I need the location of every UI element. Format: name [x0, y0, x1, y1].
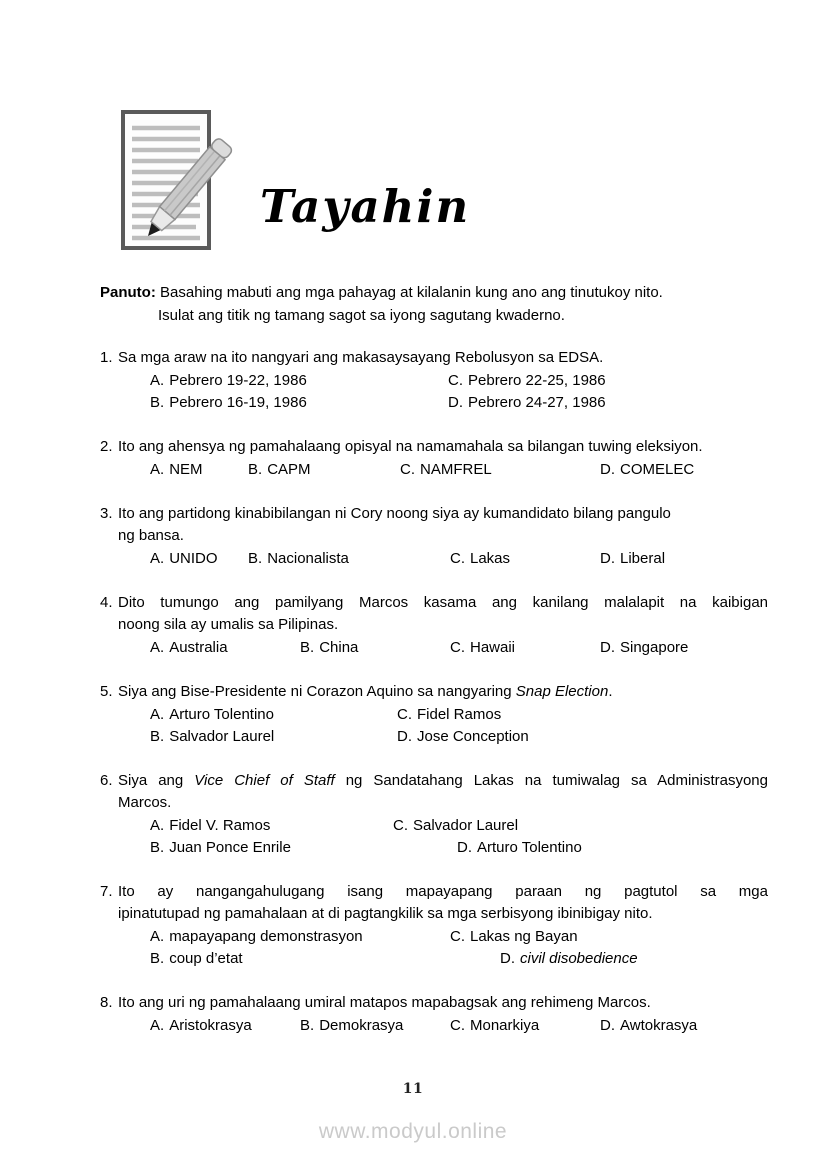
option-label: D.: [600, 639, 615, 656]
header: [100, 108, 768, 253]
options: [118, 926, 768, 970]
stem-text: Siya ang Bise-Presidente ni Corazon Aquino sa nangyaring: [118, 683, 516, 700]
option-item: [450, 1015, 539, 1037]
option-text: Lakas ng Bayan: [470, 928, 578, 945]
option-label: C.: [400, 461, 415, 478]
stem-line: [118, 770, 768, 792]
stem-text: .: [608, 683, 613, 700]
question-stem: [118, 347, 768, 369]
option-item: [150, 1015, 252, 1037]
option-text: Liberal: [620, 550, 666, 567]
option-text: Pebrero 16-19, 1986: [169, 394, 307, 411]
question-number: 1.: [100, 349, 113, 366]
option-label: A.: [150, 1017, 165, 1034]
question-item: [100, 681, 768, 748]
option-item: [150, 837, 291, 859]
question-number: 7.: [100, 883, 113, 900]
option-text: Pebrero 22-25, 1986: [468, 372, 606, 389]
option-item: [448, 392, 606, 414]
options: [118, 459, 768, 481]
options: [118, 370, 768, 414]
instructions-text: Basahing mabuti ang mga pahayag at kilalanin kung ano ang tinutukoy nito.: [160, 284, 663, 301]
option-label: C.: [450, 639, 465, 656]
page-number: 11: [402, 1081, 424, 1097]
option-label: B.: [150, 394, 165, 411]
option-item: [600, 548, 665, 570]
option-text: Hawaii: [470, 639, 516, 656]
question-number: 5.: [100, 683, 113, 700]
stem-line: [118, 503, 768, 525]
option-text: Nacionalista: [267, 550, 349, 567]
option-row: [100, 637, 768, 659]
stem-text: Ito ang ahensya ng pamahalaang opisyal na namamahala sa bilangan tuwing eleksiyon.: [118, 438, 703, 455]
option-item: [150, 459, 203, 481]
option-text: Fidel V. Ramos: [169, 817, 271, 834]
option-text: Demokrasya: [319, 1017, 404, 1034]
option-label: C.: [450, 928, 465, 945]
stem-line: [118, 592, 768, 614]
question-stem: [118, 992, 768, 1014]
option-label: B.: [300, 1017, 315, 1034]
question-item: [100, 436, 768, 481]
option-row: [100, 392, 768, 414]
stem-text: ng bansa.: [118, 527, 184, 544]
option-text: UNIDO: [169, 550, 218, 567]
option-label: A.: [150, 639, 165, 656]
option-label: D.: [500, 950, 515, 967]
option-text: Pebrero 24-27, 1986: [468, 394, 606, 411]
option-row: [100, 459, 768, 481]
stem-text: Marcos.: [118, 794, 172, 811]
stem-text: Ito ang partidong kinabibilangan ni Cory noong siya ay kumandidato bilang pangulo: [118, 505, 671, 522]
stem-line: [118, 347, 768, 369]
option-item: [300, 637, 358, 659]
option-item: [397, 726, 529, 748]
stem-line: [118, 792, 768, 814]
option-label: A.: [150, 372, 165, 389]
stem-line: [118, 992, 768, 1014]
question-stem: [118, 881, 768, 925]
option-item: [600, 1015, 697, 1037]
option-row: [100, 726, 768, 748]
option-label: B.: [150, 950, 165, 967]
option-item: [150, 926, 363, 948]
option-item: [397, 704, 501, 726]
option-item: [150, 948, 243, 970]
option-text: Juan Ponce Enrile: [169, 839, 291, 856]
option-label: B.: [300, 639, 315, 656]
option-label: D.: [600, 461, 615, 478]
stem-text: Ito ang uri ng pamahalaang umiral matapos mapabagsak ang rehimeng Marcos.: [118, 994, 651, 1011]
option-item: [393, 815, 518, 837]
stem-text: ipinatutupad ng pamahalaan at di pagtangkilik sa mga serbisyong ibinibigay nito.: [118, 905, 653, 922]
option-item: [150, 370, 307, 392]
question-number: 4.: [100, 594, 113, 611]
option-row: [100, 548, 768, 570]
option-label: B.: [150, 839, 165, 856]
option-text: coup d’etat: [169, 950, 243, 967]
option-label: C.: [393, 817, 408, 834]
stem-line: [118, 436, 768, 458]
stem-text: Dito tumungo ang pamilyang Marcos kasama ang kanilang malalapit na kaibigan: [118, 594, 768, 611]
content-area: [100, 0, 768, 1059]
option-label: B.: [248, 461, 263, 478]
question-item: [100, 592, 768, 659]
option-text: civil disobedience: [520, 950, 638, 967]
option-item: [450, 926, 578, 948]
options: [118, 815, 768, 859]
stem-line: [118, 881, 768, 903]
option-item: [600, 637, 688, 659]
option-text: China: [319, 639, 359, 656]
option-text: Fidel Ramos: [417, 706, 502, 723]
stem-text: Ito ay nangangahulugang isang mapayapang paraan ng pagtutol sa mga: [118, 883, 768, 900]
option-text: Monarkiya: [470, 1017, 540, 1034]
question-stem: [118, 436, 768, 458]
question-number: 2.: [100, 438, 113, 455]
instructions-line-2: Isulat ang titik ng tamang sagot sa iyong sagutang kwaderno.: [158, 307, 565, 324]
option-item: [248, 548, 349, 570]
stem-text: noong sila ay umalis sa Pilipinas.: [118, 616, 339, 633]
option-label: C.: [448, 372, 463, 389]
option-label: A.: [150, 706, 165, 723]
option-label: D.: [457, 839, 472, 856]
stem-line: [118, 525, 768, 547]
question-number: 6.: [100, 772, 113, 789]
option-row: [100, 815, 768, 837]
option-text: Australia: [169, 639, 228, 656]
option-text: Arturo Tolentino: [169, 706, 274, 723]
stem-text: Siya ang: [118, 772, 195, 789]
paper-pencil-icon: [120, 108, 238, 253]
stem-line: [118, 903, 768, 925]
option-row: [100, 837, 768, 859]
option-row: [100, 704, 768, 726]
option-text: Arturo Tolentino: [477, 839, 582, 856]
option-label: A.: [150, 550, 165, 567]
option-text: Jose Conception: [417, 728, 529, 745]
stem-text: ng Sandatahang Lakas na tumiwalag sa Administrasyong: [334, 772, 768, 789]
instructions: [100, 281, 768, 327]
option-item: [448, 370, 606, 392]
question-stem: [118, 592, 768, 636]
option-label: B.: [248, 550, 263, 567]
question-number: 8.: [100, 994, 113, 1011]
option-text: Pebrero 19-22, 1986: [169, 372, 307, 389]
option-label: A.: [150, 928, 165, 945]
instructions-line-1: [100, 281, 768, 304]
option-text: Singapore: [620, 639, 689, 656]
stem-line: [118, 614, 768, 636]
option-item: [300, 1015, 403, 1037]
option-text: Awtokrasya: [620, 1017, 698, 1034]
option-text: COMELEC: [620, 461, 695, 478]
stem-text: Sa mga araw na ito nangyari ang makasaysayang Rebolusyon sa EDSA.: [118, 349, 604, 366]
option-item: [150, 726, 274, 748]
question-item: [100, 992, 768, 1037]
option-item: [150, 704, 274, 726]
option-item: [450, 548, 510, 570]
option-text: Lakas: [470, 550, 511, 567]
option-item: [450, 637, 515, 659]
stem-text-italic: Vice Chief of Staff: [194, 772, 335, 789]
option-label: A.: [150, 461, 165, 478]
option-row: [100, 926, 768, 948]
option-text: Salvador Laurel: [413, 817, 519, 834]
stem-text-italic: Snap Election: [515, 683, 609, 700]
options: [118, 637, 768, 659]
option-item: [400, 459, 492, 481]
option-label: D.: [448, 394, 463, 411]
option-row: [100, 370, 768, 392]
option-label: C.: [450, 550, 465, 567]
option-row: [100, 948, 768, 970]
option-label: C.: [450, 1017, 465, 1034]
question-item: [100, 881, 768, 970]
option-label: C.: [397, 706, 412, 723]
questions-section: [100, 347, 768, 1037]
question-item: [100, 347, 768, 414]
question-stem: [118, 770, 768, 814]
question-number: 3.: [100, 505, 113, 522]
option-text: Aristokrasya: [169, 1017, 252, 1034]
question-stem: [118, 503, 768, 547]
watermark: www.modyul.online: [318, 1120, 508, 1143]
option-row: [100, 1015, 768, 1037]
option-label: B.: [150, 728, 165, 745]
option-text: NEM: [169, 461, 203, 478]
option-text: CAPM: [267, 461, 311, 478]
option-text: Salvador Laurel: [169, 728, 275, 745]
option-item: [150, 548, 218, 570]
option-item: [150, 637, 228, 659]
option-item: [248, 459, 311, 481]
instructions-label: Panuto:: [100, 284, 156, 301]
question-stem: [118, 681, 768, 703]
option-item: [150, 815, 270, 837]
option-item: [500, 948, 638, 970]
option-label: D.: [600, 1017, 615, 1034]
question-item: [100, 503, 768, 570]
option-text: NAMFREL: [420, 461, 492, 478]
options: [118, 1015, 768, 1037]
options: [118, 548, 768, 570]
option-label: A.: [150, 817, 165, 834]
option-label: D.: [397, 728, 412, 745]
stem-line: [118, 681, 768, 703]
option-label: D.: [600, 550, 615, 567]
option-item: [150, 392, 307, 414]
option-item: [600, 459, 694, 481]
option-item: [457, 837, 582, 859]
question-item: [100, 770, 768, 859]
page-title: Tayahin: [260, 180, 471, 233]
options: [118, 704, 768, 748]
option-text: mapayapang demonstrasyon: [169, 928, 363, 945]
